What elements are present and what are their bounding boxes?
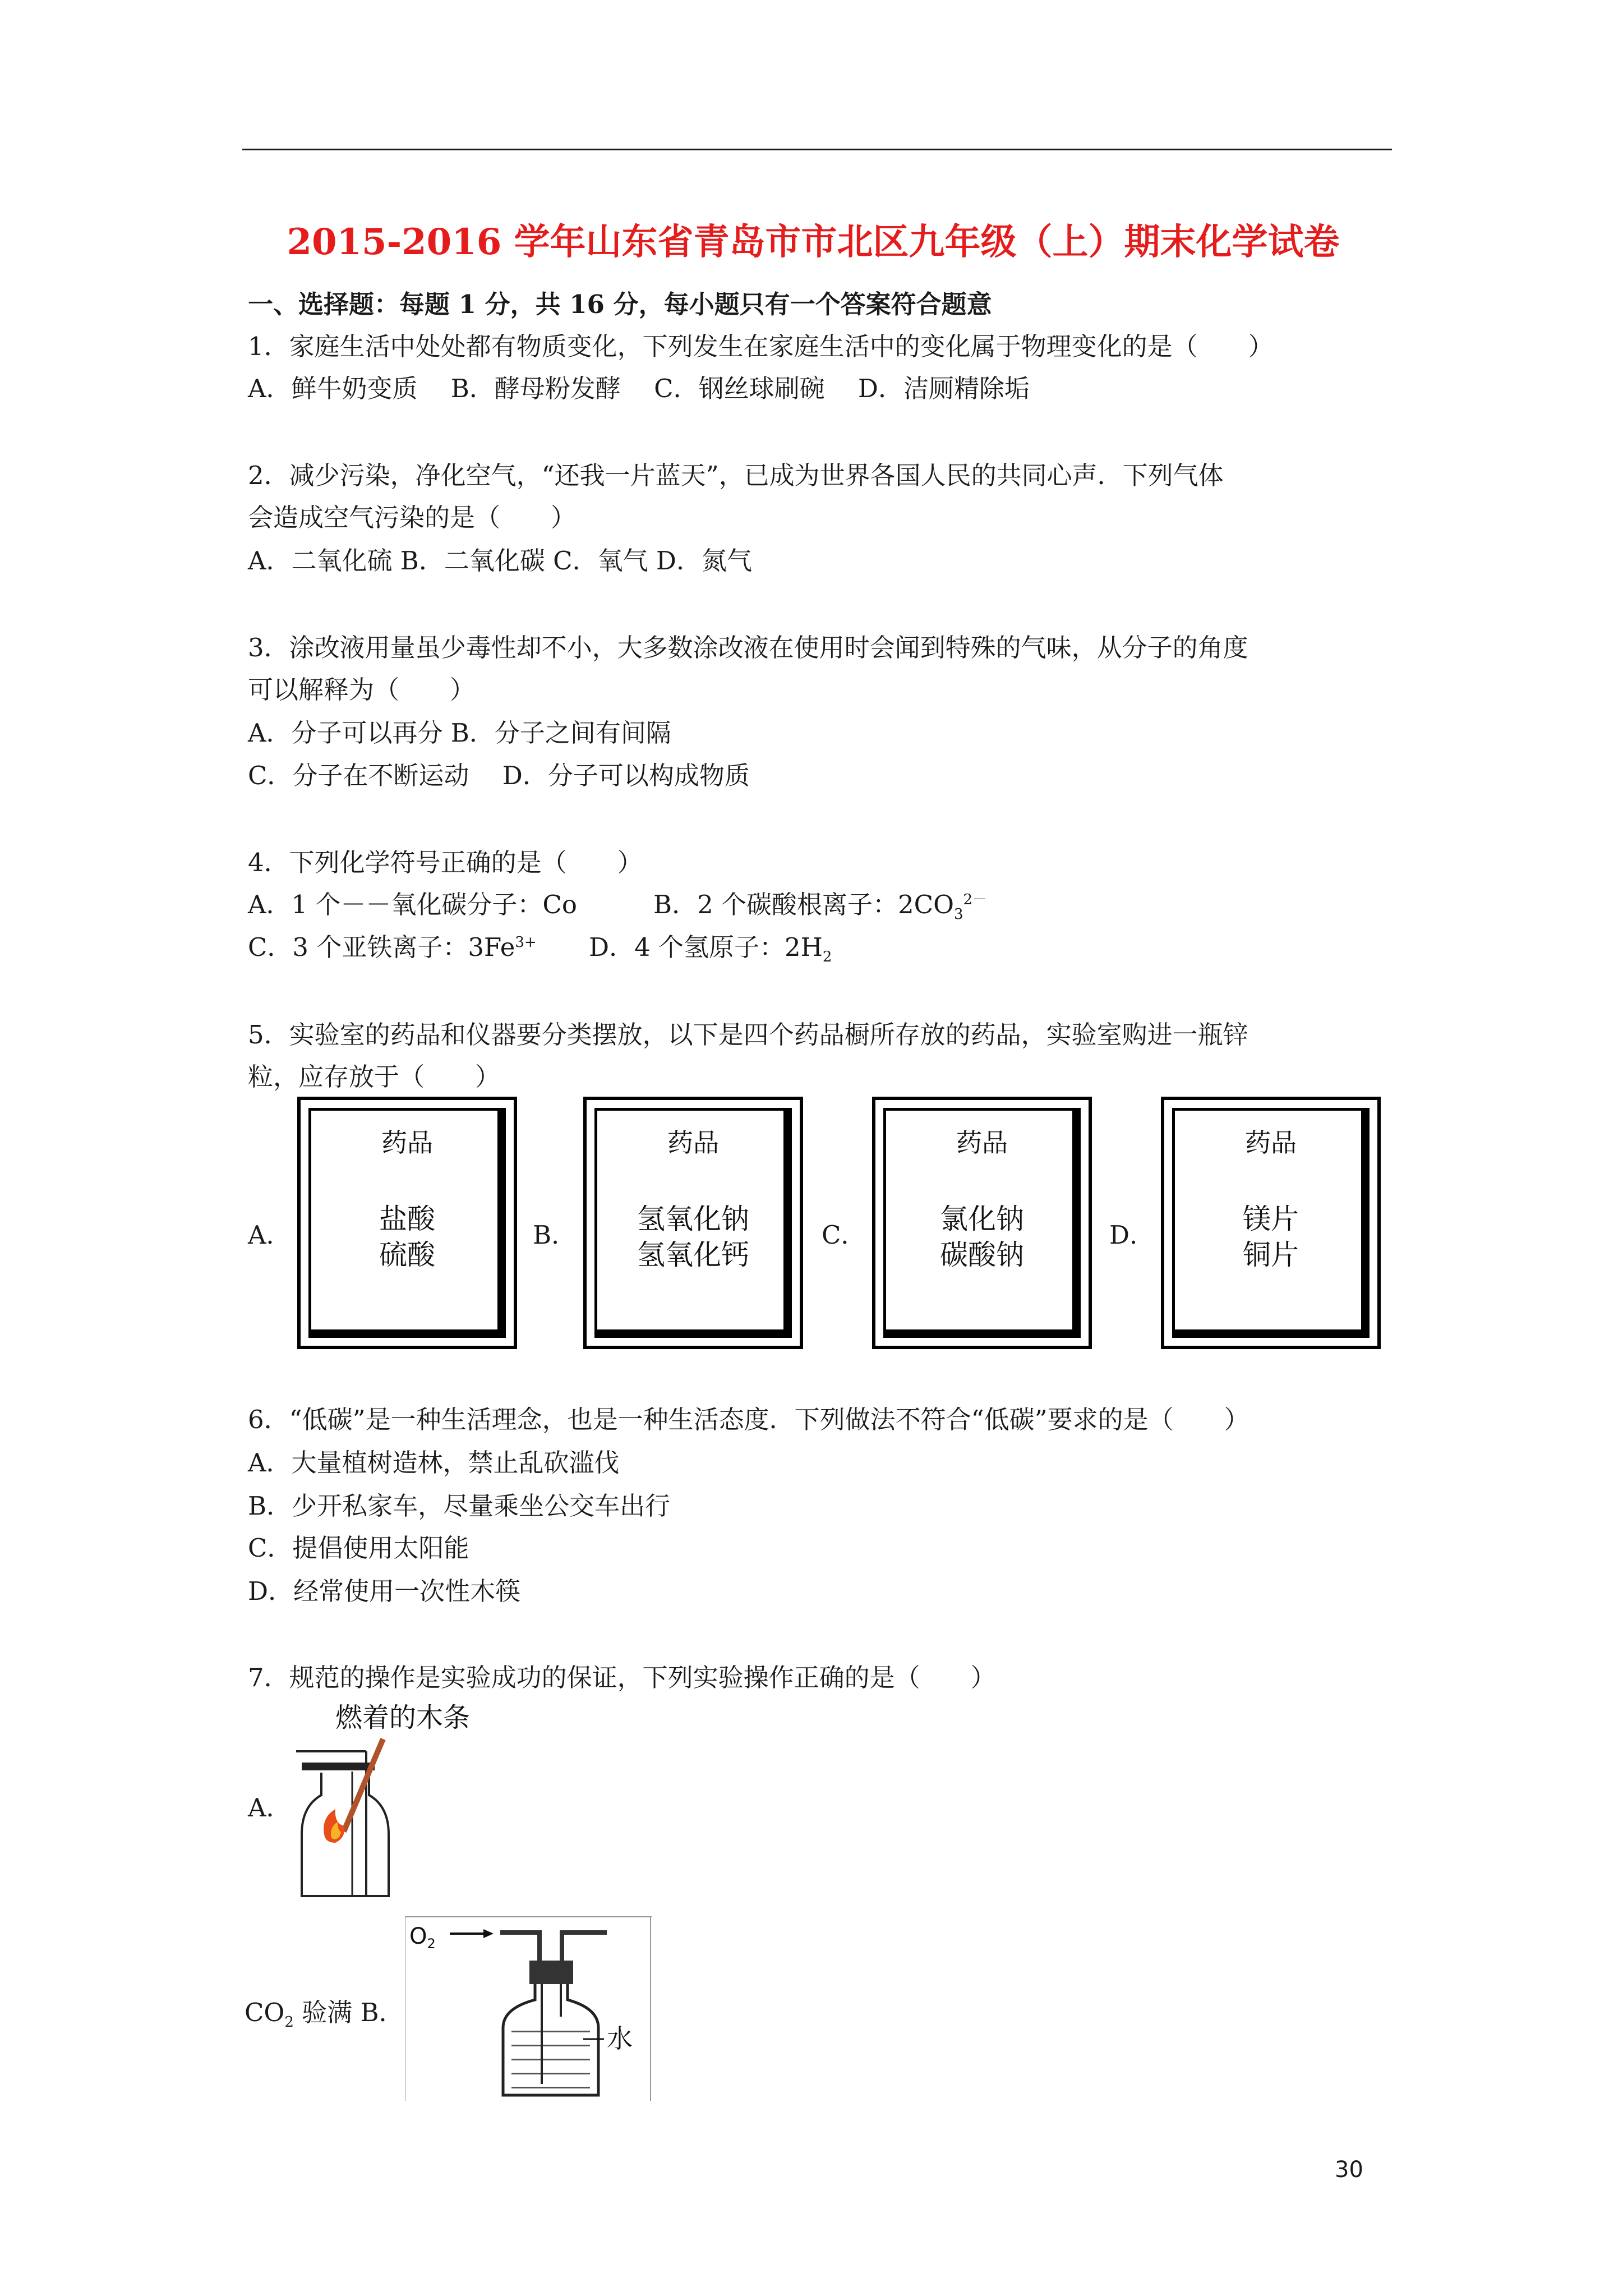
cabinet-a-caption: 药品 — [381, 1128, 433, 1158]
cabinet-d-caption: 药品 — [1245, 1128, 1297, 1158]
q2-stem-line2: 会造成空气污染的是（ ） — [248, 503, 577, 532]
figure-a-burning-stick — [291, 1700, 488, 1902]
q5-option-a-label: A． — [248, 1220, 292, 1250]
header-rule — [242, 149, 1392, 150]
q6-option-c: C．提倡使用太阳能 — [248, 1533, 469, 1563]
figure-b-gas-bottle — [405, 1910, 652, 2101]
q6-option-b: B．少开私家车，尽量乘坐公交车出行 — [248, 1491, 671, 1521]
q4-option-c: C．3 个亚铁离子：$3Fe^{3+}$ — [248, 932, 537, 962]
q3-options-ab: A．分子可以再分 B．分子之间有间隔 — [248, 718, 671, 748]
cabinet-b — [583, 1097, 803, 1349]
figure-b-gas-label: $O_2$ — [409, 1924, 436, 1952]
cabinet-c-caption: 药品 — [956, 1128, 1008, 1158]
q7-option-a-label: A． — [248, 1793, 292, 1823]
cabinet-a — [297, 1097, 517, 1349]
figure-a-label: 燃着的木条 — [335, 1702, 471, 1733]
q4-option-d: D．4 个氢原子：$2H_2$ — [589, 932, 832, 965]
q4-option-a: A．1 个－－氧化碳分子：Co — [248, 890, 577, 919]
figure-b-water-label: 水 — [607, 2023, 633, 2054]
q5-option-c-label: C． — [822, 1220, 866, 1250]
cabinet-c — [872, 1097, 1092, 1349]
q1-stem: 1．家庭生活中处处都有物质变化，下列发生在家庭生活中的变化属于物理变化的是（ ） — [248, 332, 1274, 361]
q4-option-b: B．2 个碳酸根离子：$2CO_3^{2-}$ — [653, 890, 988, 923]
q4-stem: 4．下列化学符号正确的是（ ） — [248, 848, 643, 877]
q6-option-a: A．大量植树造林，禁止乱砍滥伐 — [248, 1448, 620, 1478]
cabinet-d-item2: 铜片 — [1243, 1239, 1299, 1271]
q7-option-a-caption: $CO_2$ 验满 B． — [245, 1998, 404, 2031]
q6-option-d: D．经常使用一次性木筷 — [248, 1576, 521, 1606]
q2-stem-line1: 2．减少污染，净化空气，“还我一片蓝天”，已成为世界各国人民的共同心声．下列气体 — [248, 461, 1224, 490]
q5-stem-line2: 粒，应存放于（ ） — [248, 1062, 501, 1092]
cabinet-d-item1: 镁片 — [1243, 1203, 1299, 1235]
q5-option-d-label: D． — [1109, 1220, 1155, 1250]
q3-stem-line2: 可以解释为（ ） — [248, 675, 476, 705]
section-heading: 一、选择题：每题 1 分，共 16 分，每小题只有一个答案符合题意 — [248, 289, 992, 319]
q1-options: A．鲜牛奶变质 B．酵母粉发酵 C．钢丝球刷碗 D．洁厕精除垢 — [248, 374, 1030, 403]
q6-stem: 6．“低碳”是一种生活理念，也是一种生活态度．下列做法不符合“低碳”要求的是（ ） — [248, 1405, 1249, 1434]
page-number: 30 — [1335, 2157, 1363, 2183]
cabinet-d — [1161, 1097, 1381, 1349]
cabinet-b-item2: 氢氧化钙 — [637, 1239, 749, 1271]
q5-option-b-label: B． — [533, 1220, 577, 1250]
cabinet-a-item1: 盐酸 — [379, 1203, 435, 1235]
q5-stem-line1: 5．实验室的药品和仪器要分类摆放，以下是四个药品橱所存放的药品，实验室购进一瓶锌 — [248, 1020, 1248, 1050]
q7-stem: 7．规范的操作是实验成功的保证，下列实验操作正确的是（ ） — [248, 1663, 996, 1692]
cabinet-b-caption: 药品 — [667, 1128, 719, 1158]
q2-options: A．二氧化硫 B．二氧化碳 C．氧气 D．氮气 — [248, 546, 752, 576]
cabinet-a-item2: 硫酸 — [379, 1239, 435, 1271]
q3-stem-line1: 3．涂改液用量虽少毒性却不小，大多数涂改液在使用时会闻到特殊的气味，从分子的角度 — [248, 633, 1248, 662]
cabinet-c-item2: 碳酸钠 — [940, 1239, 1024, 1271]
exam-title: 2015-2016 学年山东省青岛市市北区九年级（上）期末化学试卷 — [287, 221, 1340, 263]
q3-options-cd: C．分子在不断运动 D．分子可以构成物质 — [248, 761, 750, 790]
cabinet-b-item1: 氢氧化钠 — [637, 1203, 749, 1235]
cabinet-c-item1: 氯化钠 — [940, 1203, 1024, 1235]
